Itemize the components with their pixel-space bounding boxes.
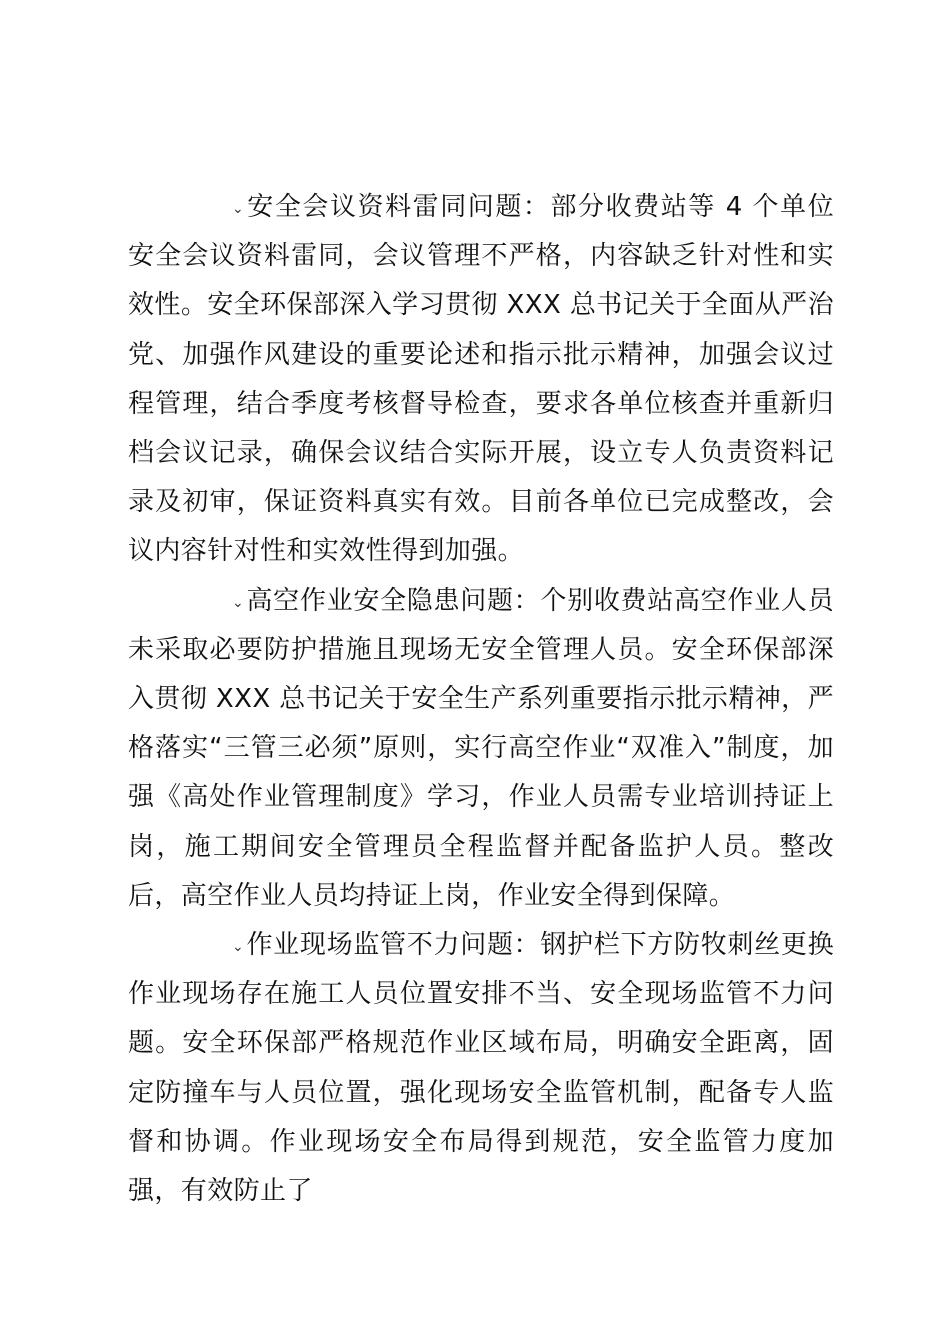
paragraph-site-supervision [128,921,834,1216]
list-marker-icon: ⌄ [232,201,245,217]
document-body [128,183,834,1216]
paragraph-text: 高空作业安全隐患问题：个别收费站高空作业人员未采取必要防护措施且现场无安全管理人员。安全环保部深入贯彻 XXX 总书记关于安全生产系列重要指示批示精神，严格落实“三管三必须”原则，实行高空作业“双准入”制度，加强《高处作业管理制度》学习，作业人员需专业培训持证上岗，施工期间安全管理员全程监督并配备监护人员。整改后，高空作业人员均持证上岗，作业安全得到保障。 [128,585,834,911]
paragraph-meeting-materials [128,183,834,577]
paragraph-text: 作业现场监管不力问题：钢护栏下方防牧刺丝更换作业现场存在施工人员位置安排不当、安全现场监管不力问题。安全环保部严格规范作业区域布局，明确安全距离，固定防撞车与人员位置，强化现场安全监管机制，配备专人监督和协调。作业现场安全布局得到规范，安全监管力度加强，有效防止了 [128,930,834,1207]
list-marker-icon: ⌄ [232,939,245,956]
list-marker-icon: ⌄ [232,594,245,611]
paragraph-text: 安全会议资料雷同问题：部分收费站等 4 个单位安全会议资料雷同，会议管理不严格，内容缺乏针对性和实效性。安全环保部深入学习贯彻 XXX 总书记关于全面从严治党、加强作风建设的重要论述和指示批示精神，加强会议过程管理，结合季度考核督导检查，要求各单位核查并重新归档会议记录，确保会议结合实际开展，设立专人负责资料记录及初审，保证资料真实有效。目前各单位已完成整改，会议内容针对性和实效性得到加强。 [128,192,834,567]
paragraph-high-altitude-work [128,577,834,921]
